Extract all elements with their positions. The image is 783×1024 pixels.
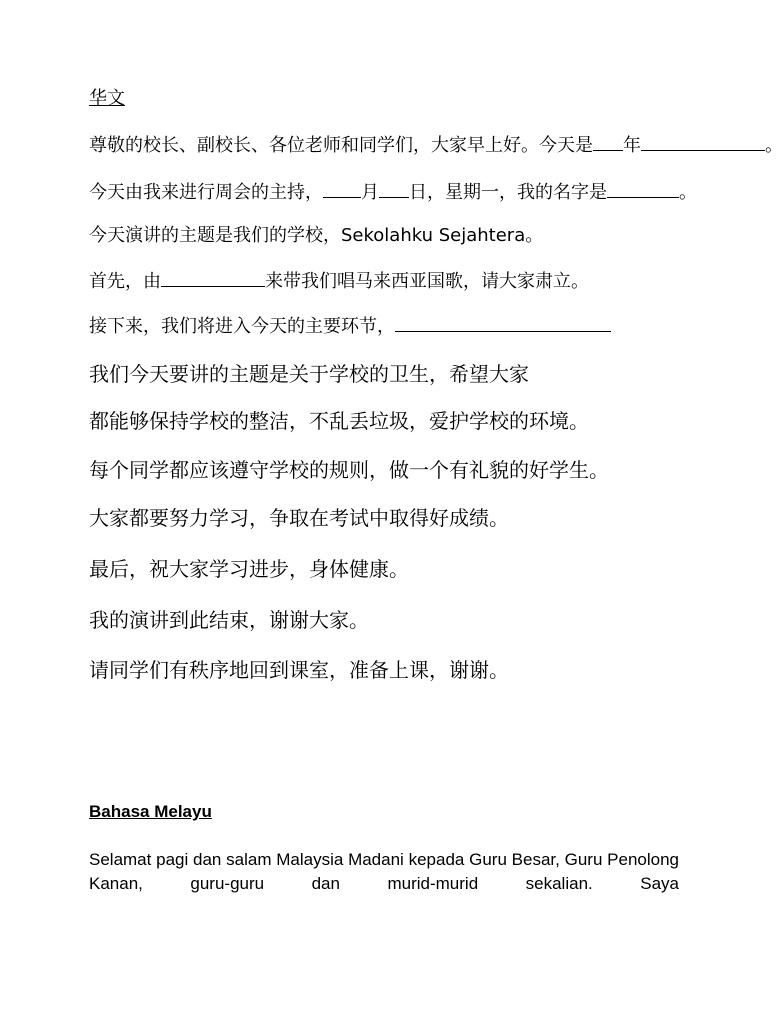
blank-field[interactable] [641, 134, 765, 151]
chinese-line-3 [89, 223, 543, 249]
line-text: 。 [679, 182, 697, 203]
blank-field[interactable] [161, 270, 265, 287]
chinese-line-6: 我们今天要讲的主题是关于学校的卫生，希望大家 [89, 362, 529, 386]
blank-field[interactable] [379, 181, 409, 198]
line-text: 接下来，我们将进入今天的主要环节， [89, 316, 395, 337]
chinese-line-4 [89, 269, 589, 295]
line-text: 年 [623, 135, 641, 156]
line-text: 月 [361, 182, 379, 203]
line-text: 今天演讲的主题是我们的学校， [89, 225, 341, 246]
line-text: 尊敬的校长、副校长、各位老师和同学们，大家早上好。今天是 [89, 135, 593, 156]
line-text: 日，星期一，我的名字是 [409, 182, 607, 203]
blank-field[interactable] [395, 315, 611, 332]
malay-paragraph: Selamat pagi dan salam Malaysia Madani kepada Guru Besar, Guru Penolong Kanan, guru-guru dan murid-murid sekalian. Saya [89, 850, 679, 893]
line-text: 今天由我来进行周会的主持， [89, 182, 323, 203]
malay-heading: Bahasa Melayu [89, 802, 212, 821]
line-text: 首先，由 [89, 271, 161, 292]
line-text: 。 [765, 135, 783, 156]
chinese-line-10: 最后，祝大家学习进步，身体健康。 [89, 557, 409, 581]
chinese-line-2 [89, 180, 697, 206]
line-text: 来带我们唱马来西亚国歌，请大家肃立。 [265, 271, 589, 292]
chinese-title: 华文 [89, 88, 125, 109]
chinese-line-1 [89, 133, 783, 159]
chinese-line-7: 都能够保持学校的整洁，不乱丢垃圾，爱护学校的环境。 [89, 409, 589, 433]
theme-name: Sekolahku Sejahtera [341, 225, 526, 246]
chinese-line-11: 我的演讲到此结束，谢谢大家。 [89, 608, 369, 632]
chinese-line-12: 请同学们有秩序地回到课室，准备上课，谢谢。 [89, 658, 509, 682]
chinese-line-5 [89, 314, 611, 340]
line-text: 。 [525, 225, 544, 246]
chinese-line-8: 每个同学都应该遵守学校的规则，做一个有礼貌的好学生。 [89, 458, 609, 482]
blank-field[interactable] [607, 181, 679, 198]
blank-field[interactable] [323, 181, 361, 198]
chinese-line-9: 大家都要努力学习，争取在考试中取得好成绩。 [89, 506, 509, 530]
blank-field[interactable] [593, 134, 623, 151]
